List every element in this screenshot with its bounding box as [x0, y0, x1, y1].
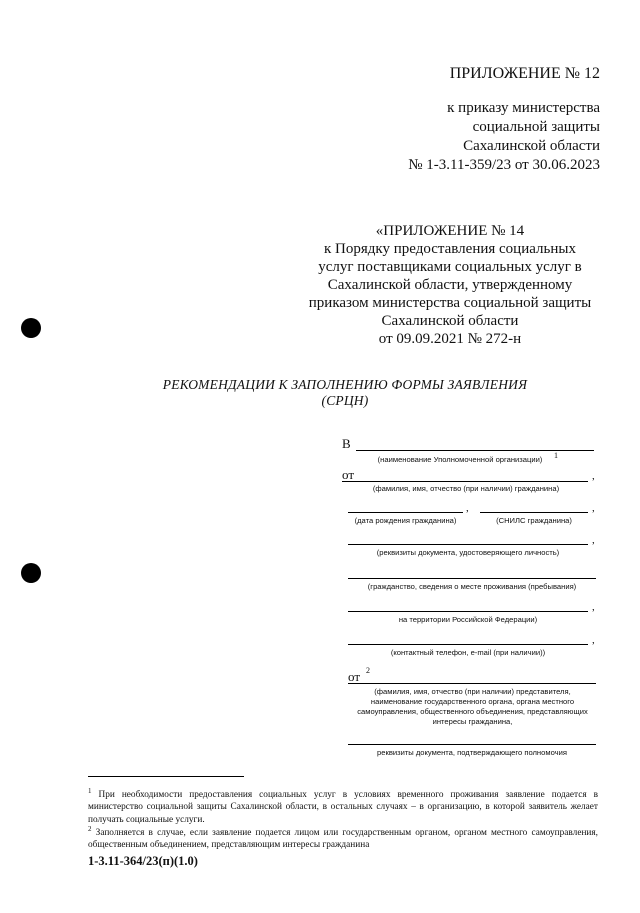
contact-line — [348, 644, 588, 645]
to-caption: (наименование Уполномоченной организации) — [377, 455, 543, 464]
snils-line — [480, 512, 588, 513]
document-code: 1-3.11-364/23(п)(1.0) — [88, 854, 198, 868]
appendix-12-title: ПРИЛОЖЕНИЕ № 12 — [449, 65, 600, 82]
representative-caption-1: (фамилия, имя, отчество (при наличии) представителя, — [374, 687, 571, 696]
appendix-12-line-3: Сахалинской области — [463, 138, 600, 154]
appendix-14-line-3: Сахалинской области, утвержденному — [327, 277, 573, 293]
to-footnote-ref: 1 — [554, 451, 558, 460]
from-field-line — [342, 481, 588, 482]
birth-date-comma: , — [466, 502, 469, 514]
id-document-caption: (реквизиты документа, удостоверяющего личность) — [376, 548, 560, 557]
representative-document-line — [348, 744, 596, 745]
footnote-2 — [88, 823, 598, 852]
snils-caption: (СНИЛС гражданина) — [496, 516, 572, 525]
to-label: В — [342, 436, 351, 451]
citizenship-caption: (гражданство, сведения о месте проживания (пребывания) — [367, 582, 577, 591]
appendix-14-line-6: от 09.09.2021 № 272-н — [378, 331, 522, 347]
representative-caption-4: интересы гражданина, — [432, 717, 513, 726]
snils-comma: , — [592, 502, 595, 514]
footnote-2-mark: 2 — [88, 825, 92, 833]
appendix-12-line-4: № 1-3.11-359/23 от 30.06.2023 — [408, 157, 600, 173]
territory-caption: на территории Российской Федерации) — [398, 615, 538, 624]
contact-caption: (контактный телефон, e-mail (при наличии)) — [390, 648, 546, 657]
binder-hole-top — [21, 318, 41, 338]
appendix-12-line-2: социальной защиты — [472, 119, 600, 135]
territory-line — [348, 611, 588, 612]
footnote-1 — [88, 785, 598, 826]
from-caption: (фамилия, имя, отчество (при наличии) гражданина) — [372, 484, 560, 493]
birth-date-line — [348, 512, 463, 513]
to-field-line — [356, 450, 594, 451]
representative-label: от — [348, 669, 361, 684]
form-title-line-2: (СРЦН) — [321, 393, 369, 408]
representative-line — [348, 683, 596, 684]
appendix-14-line-5: Сахалинской области — [381, 313, 519, 329]
footnote-1-text: При необходимости предоставления социальных услуг в условиях временного проживания заявление подается в министерство социальной защиты Сахалинской области, в остальных случаях – в организацию, в которой заявитель желает получать социальные услуги. — [88, 790, 598, 825]
appendix-14-line-1: к Порядку предоставления социальных — [324, 241, 576, 257]
representative-caption-3: самоуправления, общественного объединения, представляющих — [357, 707, 588, 716]
representative-document-caption: реквизиты документа, подтверждающего полномочия — [377, 748, 567, 757]
appendix-12-line-1: к приказу министерства — [447, 100, 600, 116]
footnote-2-text: Заполняется в случае, если заявление подается лицом или государственным органом, органом местного самоуправления, общественным объединением, представляющим интересы гражданина — [88, 828, 598, 851]
contact-comma: , — [592, 634, 595, 646]
representative-footnote-ref: 2 — [366, 666, 370, 675]
representative-caption-2: наименование государственного органа, органа местного — [370, 697, 575, 706]
appendix-14-line-2: услуг поставщиками социальных услуг в — [318, 259, 582, 275]
territory-comma: , — [592, 601, 595, 613]
citizenship-line — [348, 578, 596, 579]
birth-date-caption: (дата рождения гражданина) — [354, 516, 457, 525]
from-comma: , — [592, 470, 595, 482]
id-document-line — [348, 544, 588, 545]
footnote-1-mark: 1 — [88, 787, 92, 795]
id-document-comma: , — [592, 534, 595, 546]
appendix-14-title: «ПРИЛОЖЕНИЕ № 14 — [375, 223, 525, 239]
binder-hole-bottom — [21, 563, 41, 583]
form-title-line-1: РЕКОМЕНДАЦИИ К ЗАПОЛНЕНИЮ ФОРМЫ ЗАЯВЛЕНИЯ — [162, 377, 528, 392]
appendix-14-line-4: приказом министерства социальной защиты — [308, 295, 592, 311]
from-label: от — [342, 467, 355, 482]
footnote-separator — [88, 776, 244, 777]
